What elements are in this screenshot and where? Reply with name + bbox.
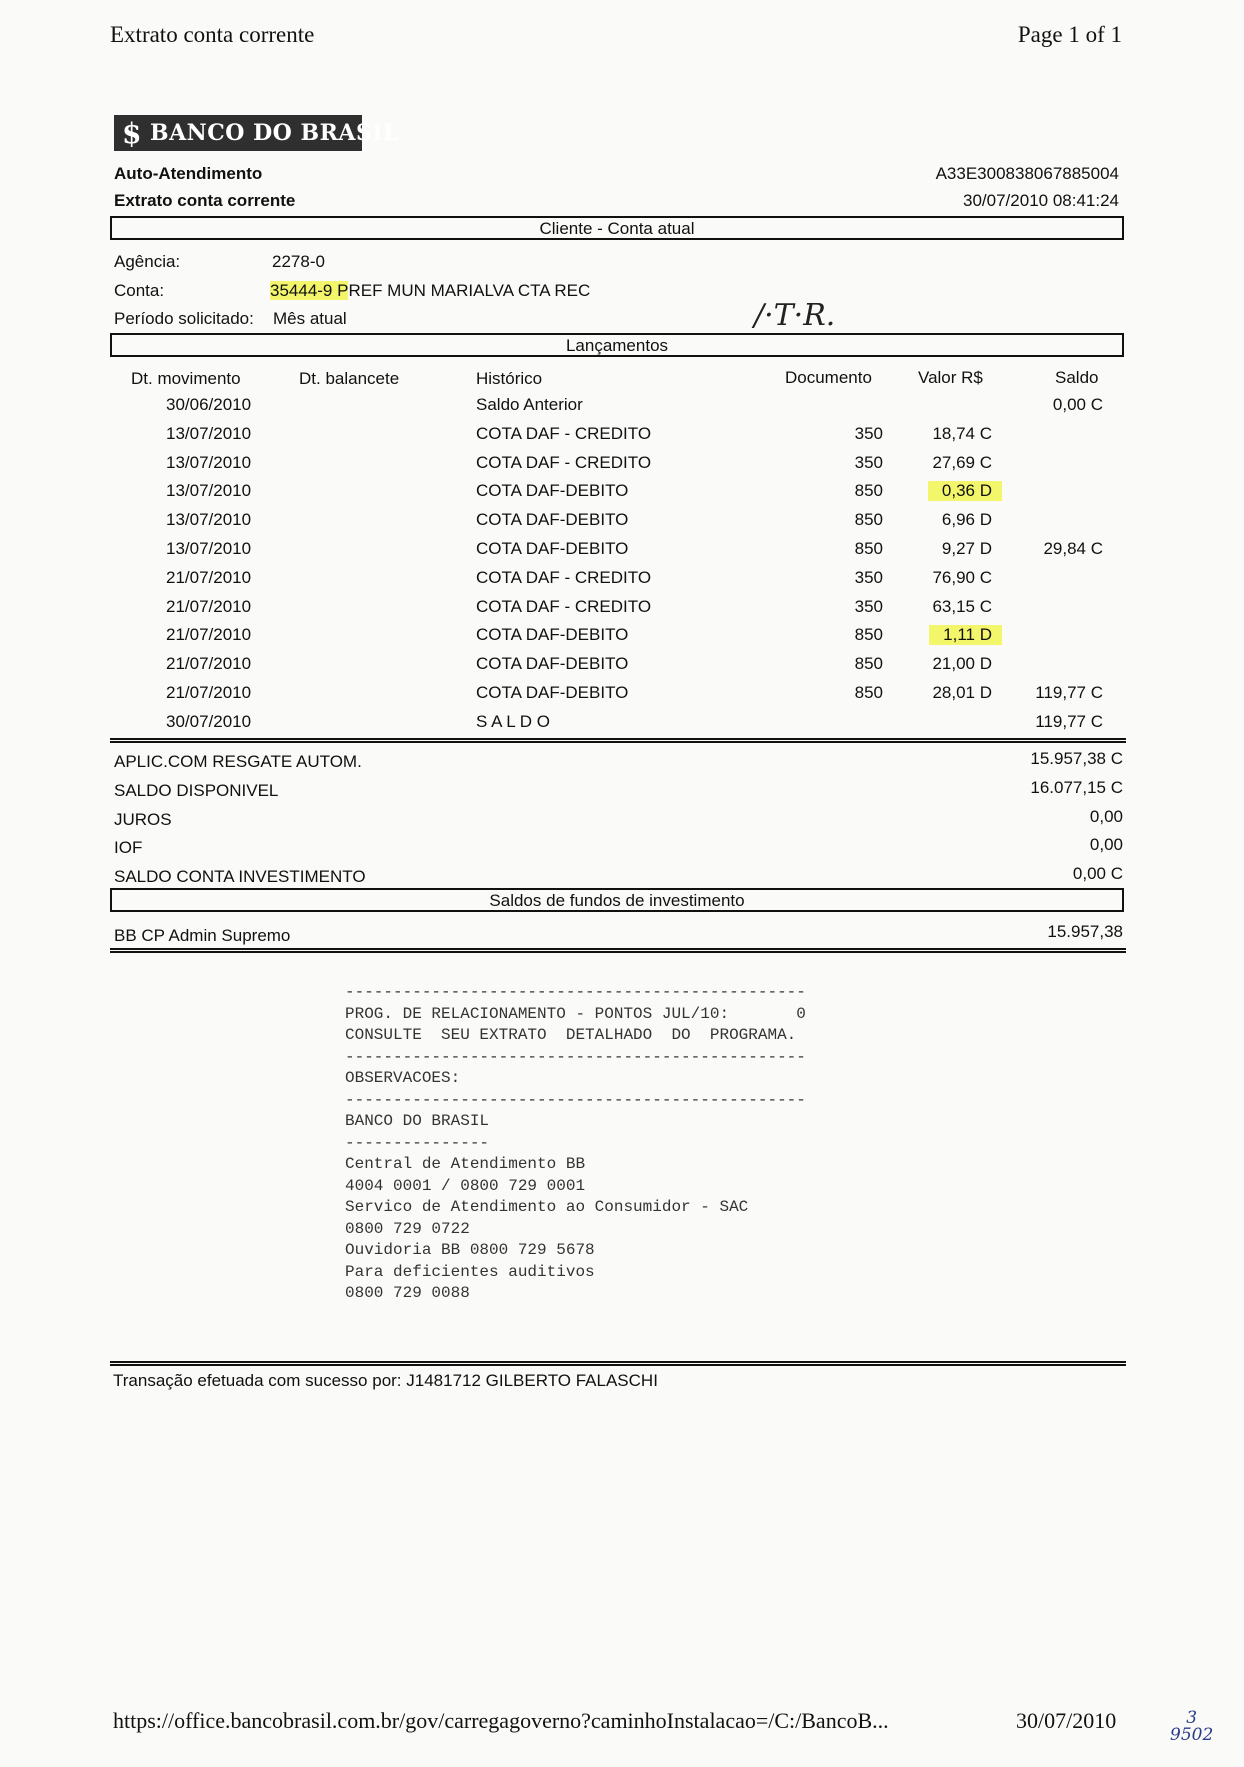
row-dt: 13/07/2010 [166,481,252,501]
info-line: Central de Atendimento BB [345,1155,586,1173]
info-line: Servico de Atendimento ao Consumidor - SAC [345,1198,749,1216]
program-info-block [345,982,806,1305]
row-dt: 21/07/2010 [166,654,252,674]
summary-label: SALDO CONTA INVESTIMENTO [114,867,366,887]
periodo-value: Mês atual [273,309,347,328]
info-line: BANCO DO BRASIL [345,1112,490,1130]
row-dt: 30/06/2010 [166,395,252,414]
document-type: Extrato conta corrente [114,191,296,210]
row-valor: 6,96 D [941,510,992,530]
conta-label: Conta: [114,281,165,300]
row-doc: 850 [854,539,883,558]
row-doc: 350 [854,596,883,616]
row-hist: COTA DAF-DEBITO [476,510,629,530]
conta-value [270,281,590,301]
handwritten-initials: /·T·R. [754,298,836,333]
row-saldo: 0,00 C [1052,395,1103,414]
summary-label: JUROS [114,809,172,829]
summary-label: SALDO DISPONIVEL [114,780,279,800]
row-hist: COTA DAF-DEBITO [476,683,629,702]
col-documento: Documento [785,368,872,387]
info-line: ------------------------------------------------ [345,983,806,1001]
row-valor: 28,01 D [932,683,992,702]
fund-value: 15.957,38 [1047,922,1123,941]
info-line: CONSULTE SEU EXTRATO DETALHADO DO PROGRAMA. [345,1026,797,1044]
info-line: 4004 0001 / 0800 729 0001 [345,1176,586,1195]
bank-logo-icon: $ [122,116,142,150]
row-dt: 21/07/2010 [166,625,252,645]
row-dt: 21/07/2010 [166,683,252,702]
row-dt: 13/07/2010 [166,539,252,558]
info-line: 0800 729 0088 [345,1284,470,1302]
summary-label: APLIC.COM RESGATE AUTOM. [114,752,362,771]
print-footer-url: https://office.bancobrasil.com.br/gov/carregagoverno?caminhoInstalacao=/C:/BancoB... [113,1708,889,1733]
col-dt-movimento: Dt. movimento [131,369,241,388]
info-line: Para deficientes auditivos [345,1262,595,1281]
row-valor: 1,11 D [929,625,1002,645]
row-hist: COTA DAF-DEBITO [476,625,629,645]
row-dt: 13/07/2010 [166,510,252,530]
row-saldo: 29,84 C [1043,539,1103,558]
statement-datetime: 30/07/2010 08:41:24 [963,191,1119,210]
summary-value: 15.957,38 C [1030,749,1123,768]
section-lancamentos: Lançamentos [110,333,1124,357]
row-doc: 850 [854,481,883,501]
section-funds: Saldos de fundos de investimento [110,888,1124,912]
agencia-value: 2278-0 [272,252,325,271]
summary-value: 16.077,15 C [1030,777,1123,797]
col-dt-balancete: Dt. balancete [299,369,400,388]
handwritten-page-stamp: 3 9502 [1170,1708,1214,1745]
row-doc: 350 [854,423,883,443]
agencia-label: Agência: [114,252,181,271]
row-hist: S A L D O [476,711,551,731]
info-line: PROG. DE RELACIONAMENTO - PONTOS JUL/10: 0 [345,1004,806,1023]
row-hist: COTA DAF - CREDITO [476,596,652,616]
row-valor: 9,27 D [941,539,992,558]
row-saldo: 119,77 C [1035,711,1103,731]
row-valor: 63,15 C [932,596,992,616]
row-hist: COTA DAF - CREDITO [476,567,652,587]
table-end-rule [110,738,1126,743]
row-hist: COTA DAF - CREDITO [476,423,652,443]
info-line: 0800 729 0722 [345,1219,470,1238]
row-hist: COTA DAF-DEBITO [476,481,629,501]
summary-label: IOF [114,838,143,858]
row-hist: Saldo Anterior [476,395,583,414]
summary-value: 0,00 C [1072,864,1123,884]
row-dt: 21/07/2010 [166,567,252,587]
info-line: ------------------------------------------------ [345,1090,806,1109]
row-doc: 850 [854,510,883,530]
row-dt: 13/07/2010 [166,423,252,443]
row-valor: 0,36 D [928,481,1002,501]
transaction-status: Transação efetuada com sucesso por: J1481712 GILBERTO FALASCHI [113,1371,658,1390]
row-hist: COTA DAF - CREDITO [476,452,652,472]
row-hist: COTA DAF-DEBITO [476,654,629,674]
periodo-label: Período solicitado: [114,309,254,328]
fund-name: BB CP Admin Supremo [114,926,291,945]
bank-logo [114,115,400,151]
funds-end-rule [110,948,1126,953]
row-doc: 850 [854,683,883,702]
print-footer-date: 30/07/2010 [1016,1708,1117,1733]
row-valor: 27,69 C [932,452,992,472]
info-line: ------------------------------------------------ [345,1047,806,1066]
transaction-rule [110,1361,1126,1366]
print-header-title: Extrato conta corrente [110,22,315,47]
col-valor: Valor R$ [918,368,983,387]
conta-number-highlight: 35444-9 P [270,281,349,300]
row-valor: 76,90 C [932,567,992,587]
col-saldo: Saldo [1055,368,1099,387]
row-saldo: 119,77 C [1035,683,1103,702]
info-line: --------------- [345,1133,490,1152]
row-valor: 21,00 D [932,654,992,674]
row-doc: 350 [854,567,883,587]
summary-value: 0,00 [1089,835,1123,855]
row-dt: 30/07/2010 [166,711,252,731]
row-doc: 350 [854,452,883,472]
conta-name: REF MUN MARIALVA CTA REC [348,281,591,300]
print-header-page: Page 1 of 1 [1017,22,1122,47]
col-historico: Histórico [476,369,543,388]
row-doc: 850 [854,654,883,674]
info-line: OBSERVACOES: [345,1069,461,1087]
info-line: Ouvidoria BB 0800 729 5678 [345,1241,595,1259]
section-client: Cliente - Conta atual [110,216,1124,240]
row-dt: 21/07/2010 [166,596,252,616]
row-doc: 850 [854,625,883,645]
row-valor: 18,74 C [932,423,992,443]
service-name: Auto-Atendimento [114,164,263,183]
summary-value: 0,00 [1089,806,1123,826]
auth-code: A33E300838067885004 [935,164,1119,183]
row-dt: 13/07/2010 [166,452,252,472]
bank-logo-text: BANCO DO BRASIL [149,120,400,146]
row-hist: COTA DAF-DEBITO [476,539,629,558]
